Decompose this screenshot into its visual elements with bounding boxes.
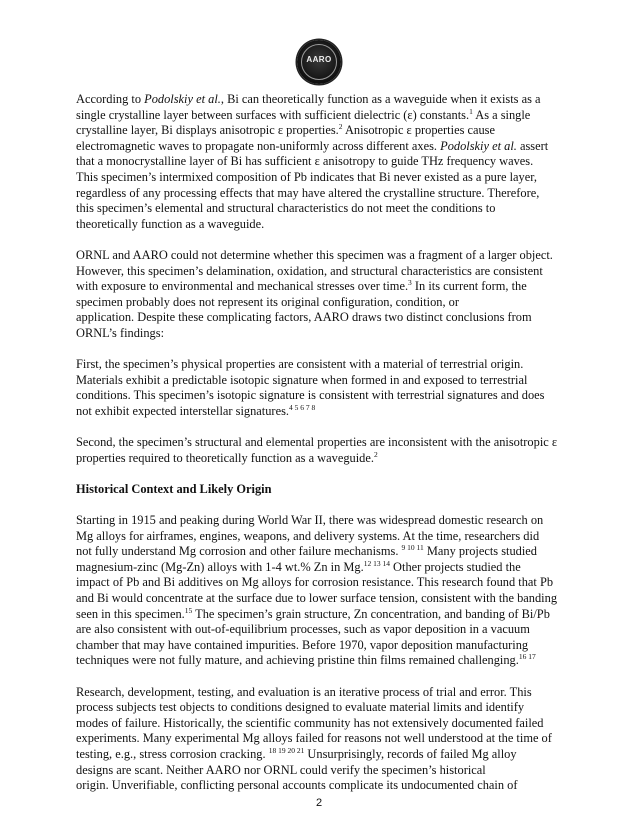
- text-run: not exhibit expected interstellar signatures.: [76, 403, 289, 418]
- footnote-ref: 2: [338, 122, 343, 132]
- text-run: with exposure to environmental and mechanical stresses over time.: [76, 279, 409, 294]
- text-run: , Bi can theoretically function as a waveguide when it exists as a: [220, 92, 541, 106]
- text-line: [76, 544, 568, 560]
- aaro-logo: [297, 40, 341, 84]
- text-run: In its current form, the: [411, 279, 527, 294]
- text-line: [76, 154, 568, 170]
- text-run: magnesium-zinc (Mg-Zn) alloys with 1-4 wt.% Zn in Mg.: [76, 559, 364, 574]
- text-run: First, the specimen’s physical properties are consistent with a material of terrestrial origin.: [76, 357, 524, 372]
- text-run: and Bi would concentrate at the surface due to lower surface tension, consistent with the banding: [76, 591, 558, 605]
- footnote-ref: 12 13 14: [363, 558, 390, 568]
- text-run: However, this specimen’s delamination, oxidation, and structural characteristics are consistent: [76, 263, 543, 278]
- italic-text: Podolskiy et al.: [440, 138, 517, 153]
- paragraph-spacer: [76, 342, 568, 358]
- page-number: 2: [315, 797, 323, 809]
- text-line: [76, 700, 568, 716]
- text-run: Mg alloys for airframes, engines, weapons, and delivery systems. At the time, researchers did: [76, 528, 540, 543]
- footnote-ref: 1: [469, 106, 473, 116]
- text-line: [76, 217, 568, 233]
- paragraph-spacer: [76, 466, 568, 482]
- text-line: [76, 653, 568, 669]
- text-run: techniques were not fully mature, and achieving pristine thin films remained challenging.: [76, 653, 519, 668]
- text-run: chamber that may have contained impurities. Before 1970, vapor deposition manufacturing: [76, 637, 529, 652]
- text-run: are also consistent with out-of-equilibrium processes, such as vapor deposition in a vacuum: [76, 622, 530, 637]
- text-line: [76, 201, 568, 217]
- footnote-ref: 2: [373, 449, 378, 459]
- text-run: Second, the specimen’s structural and elemental properties are inconsistent with the anisotropic ε: [76, 435, 558, 450]
- text-line: [76, 529, 568, 545]
- text-run: modes of failure. Historically, the scientific community has not extensively documented failed: [76, 715, 544, 730]
- footnote-ref: 15: [184, 605, 193, 615]
- text-line: [76, 747, 568, 763]
- paragraph-spacer: [76, 497, 568, 513]
- text-line: [76, 388, 568, 404]
- text-run: crystalline layer, Bi displays anisotropic ε properties.: [76, 123, 339, 138]
- text-line: [76, 310, 568, 326]
- text-line: [76, 731, 568, 747]
- text-run: seen in this specimen.: [76, 606, 185, 621]
- text-run: specimen probably does not represent its original configuration, condition, or: [76, 294, 459, 309]
- text-line: [76, 778, 568, 794]
- text-line: [76, 170, 568, 186]
- text-line: [76, 404, 568, 420]
- text-run: The specimen’s grain structure, Zn concentration, and banding of Bi/Pb: [192, 606, 550, 621]
- text-run: properties required to theoretically function as a waveguide.: [76, 450, 374, 465]
- footnote-ref: 4 5 6 7 8: [288, 402, 316, 412]
- text-run: As a single: [472, 107, 531, 122]
- paragraph: [76, 248, 568, 342]
- text-run: Materials exhibit a predictable isotopic signature when formed in and exposed to terrestrial: [76, 372, 528, 387]
- text-run: experiments. Many experimental Mg alloys failed for reasons not well understood at the time of: [76, 731, 552, 746]
- text-run: origin. Unverifiable, conflicting personal accounts complicate its undocumented chain of: [76, 778, 518, 793]
- text-line: [76, 108, 568, 124]
- footnote-ref: 3: [408, 278, 412, 287]
- text-run: application. Despite these complicating factors, AARO draws two distinct conclusions from: [76, 310, 532, 325]
- text-line: [76, 186, 568, 202]
- text-line: [76, 373, 568, 389]
- text-line: [76, 326, 568, 342]
- text-run: this specimen’s elemental and structural characteristics do not meet the conditions to: [76, 201, 496, 216]
- text-run: Unsurprisingly, records of failed Mg alloy: [304, 746, 517, 761]
- paragraph-spacer: [76, 419, 568, 435]
- paragraph: [76, 435, 568, 466]
- text-line: [76, 591, 568, 607]
- text-line: [76, 716, 568, 732]
- paragraph-spacer: [76, 232, 568, 248]
- text-run: regardless of any processing effects that may have altered the crystalline structure. Therefore,: [76, 185, 540, 200]
- text-run: process subjects test objects to conditions designed to evaluate material limits and identify: [76, 700, 525, 715]
- text-run: electromagnetic waves to propagate non-uniformly across different axes.: [76, 138, 441, 153]
- text-run: Other projects studied the: [389, 559, 521, 574]
- italic-text: Podolskiy et al.: [144, 92, 221, 106]
- text-run: assert: [516, 138, 549, 153]
- text-line: [76, 622, 568, 638]
- text-line: [76, 763, 568, 779]
- text-line: [76, 560, 568, 576]
- text-run: Anisotropic ε properties cause: [342, 123, 496, 138]
- text-run: single crystalline layer between surfaces with sufficient dielectric (ε) constants.: [76, 107, 470, 122]
- text-run: Research, development, testing, and evaluation is an iterative process of trial and error. This: [76, 684, 532, 699]
- text-run: not fully understand Mg corrosion and other failure mechanisms.: [76, 544, 402, 559]
- text-run: This specimen’s intermixed composition of Pb indicates that Bi never existed as a pure layer,: [76, 169, 537, 184]
- text-line: [76, 139, 568, 155]
- text-run: conditions. This specimen’s isotopic signature is consistent with terrestrial signatures and does: [76, 388, 545, 403]
- text-line: [76, 607, 568, 623]
- footnote-ref: 16 17: [518, 652, 536, 662]
- paragraph: [76, 685, 568, 794]
- text-run: According to: [76, 92, 145, 106]
- text-line: [76, 638, 568, 654]
- body-text: [76, 92, 568, 794]
- text-line: [76, 685, 568, 701]
- paragraph: [76, 357, 568, 419]
- text-line: [76, 575, 568, 591]
- footnote-ref: 9 10 11: [401, 543, 424, 553]
- footnote-ref: 18 19 20 21: [268, 745, 305, 755]
- paragraph-spacer: [76, 669, 568, 685]
- text-line: [76, 279, 568, 295]
- text-run: testing, e.g., stress corrosion cracking.: [76, 746, 269, 761]
- text-run: Many projects studied: [423, 544, 537, 559]
- text-run: Starting in 1915 and peaking during World War II, there was widespread domestic research on: [76, 513, 544, 528]
- text-line: [76, 451, 568, 467]
- text-run: ORNL’s findings:: [76, 325, 165, 340]
- text-run: that a monocrystalline layer of Bi has sufficient ε anisotropy to guide THz frequency waves.: [76, 154, 534, 169]
- text-run: ORNL and AARO could not determine whether this specimen was a fragment of a larger object.: [76, 247, 553, 262]
- text-run: impact of Pb and Bi additives on Mg alloys for corrosion resistance. This research found that Pb: [76, 575, 554, 590]
- logo-text: AARO: [306, 55, 332, 64]
- text-line: [76, 123, 568, 139]
- text-run: designs are scant. Neither AARO nor ORNL could verify the specimen’s historical: [76, 762, 486, 777]
- text-line: [76, 295, 568, 311]
- paragraph: [76, 513, 568, 669]
- text-line: [76, 513, 568, 529]
- paragraph: [76, 92, 568, 232]
- text-line: [76, 435, 568, 451]
- text-line: [76, 357, 568, 373]
- section-heading: Historical Context and Likely Origin: [76, 481, 272, 496]
- text-run: theoretically function as a waveguide.: [76, 216, 265, 231]
- text-line: [76, 264, 568, 280]
- text-line: [76, 248, 568, 264]
- text-line: [76, 92, 568, 108]
